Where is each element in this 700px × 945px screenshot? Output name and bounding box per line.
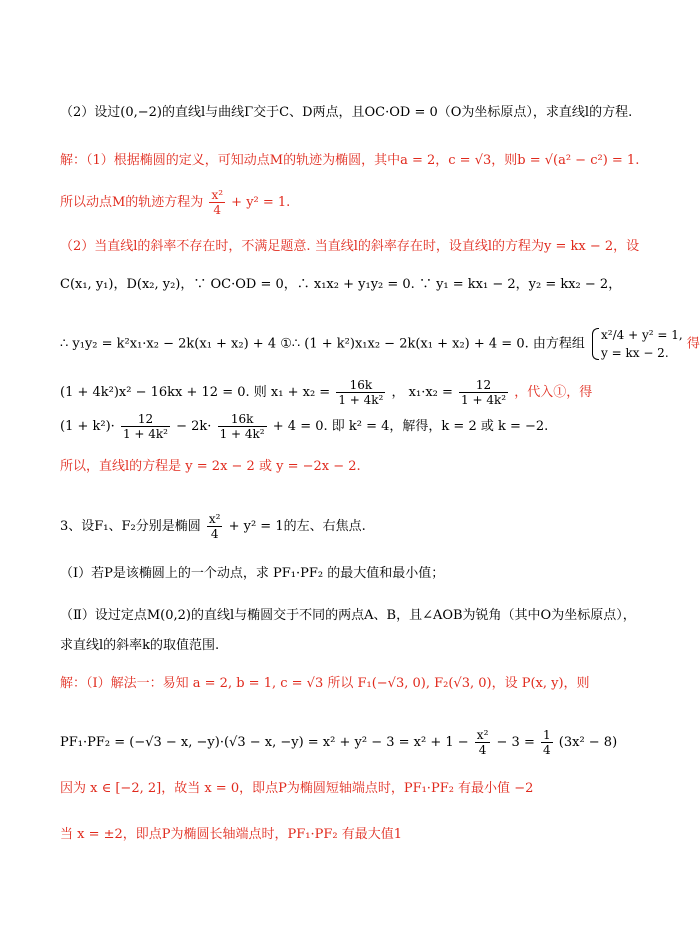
q3-part2-line2: 求直线l的斜率k的取值范围. bbox=[60, 638, 220, 653]
solution-part1-line1: 解：（1）根据椭圆的定义，可知动点M的轨迹为椭圆，其中a = 2，c = √3，则b = √(a² − c²) = 1. bbox=[60, 153, 640, 168]
fraction: $\frac{16k}{\text{1 + 4k²}}$ bbox=[219, 412, 265, 441]
solution-part2-line4: (1 + 4k²)x² − 16kx + 12 = 0. 则 x₁ + x₂ = $\frac{16k}{\text{1 + 4k²}}$ ， x₁·x₂ = $\frac{12}{\text{1 + 4k²}}$ ，代入①，得 bbox=[60, 378, 593, 407]
fraction: $\frac{12}{\text{1 + 4k²}}$ bbox=[122, 412, 168, 441]
q3-part2-line1: （Ⅱ）设过定点M(0,2)的直线l与椭圆交于不同的两点A、B，且∠AOB为锐角（其中O为坐标原点）， bbox=[60, 608, 636, 623]
q3-part1: （Ⅰ）若P是该椭圆上的一个动点，求 PF₁·PF₂ 的最大值和最小值； bbox=[60, 566, 445, 581]
solution-part2-line2: C(x₁, y₁)，D(x₂, y₂)，∵ OC·OD = 0，∴ x₁x₂ + y₁y₂ = 0. ∵ y₁ = kx₁ − 2，y₂ = kx₂ − 2， bbox=[60, 277, 622, 292]
answer-line1: 解：（Ⅰ）解法一：易知 a = 2, b = 1, c = √3 所以 F₁(−√3, 0), F₂(√3, 0)，设 P(x, y)，则 bbox=[60, 676, 590, 691]
q2-statement: （2）设过(0,−2)的直线l与曲线Γ交于C、D两点，且OC·OD = 0（O为坐标原点），求直线l的方程. bbox=[60, 105, 633, 120]
solution-part2-line3: ∴ y₁y₂ = k²x₁·x₂ − 2k(x₁ + x₂) + 4 ①∴ (1 + k²)x₁x₂ − 2k(x₁ + x₂) + 4 = 0. 由方程组 x²/4 + y² = 1, y = kx − 2. 得 bbox=[60, 328, 700, 360]
solution-part2-line6: 所以，直线l的方程是 y = 2x − 2 或 y = −2x − 2. bbox=[60, 459, 361, 474]
fraction: $\frac{12}{\text{1 + 4k²}}$ bbox=[461, 378, 507, 407]
answer-line3: 因为 x ∈ [−2, 2]，故当 x = 0，即点P为椭圆短轴端点时，PF₁·PF₂ 有最小值 −2 bbox=[60, 781, 534, 796]
fraction: $\frac{\text{x²}}{4}$ bbox=[211, 188, 224, 217]
solution-part2-line1: （2）当直线l的斜率不存在时，不满足题意. 当直线l的斜率存在时，设直线l的方程为y = kx − 2，设 bbox=[60, 239, 640, 254]
answer-line4: 当 x = ±2，即点P为椭圆长轴端点时，PF₁·PF₂ 有最大值1 bbox=[60, 827, 403, 842]
answer-line2: PF₁·PF₂ = (−√3 − x, −y)·(√3 − x, −y) = x² + y² − 3 = x² + 1 − $\frac{\text{x²}}{4}$ − 3 = $\frac{1}{4}$ (3x² − 8) bbox=[60, 728, 618, 757]
q3-intro: 3、设F₁、F₂分别是椭圆 $\frac{\text{x²}}{4}$ + y² = 1的左、右焦点. bbox=[60, 512, 366, 541]
fraction: $\frac{1}{4}$ bbox=[542, 728, 551, 757]
fraction: $\frac{\text{x²}}{4}$ bbox=[208, 512, 221, 541]
solution-part1-line2: 所以动点M的轨迹方程为 $\frac{\text{x²}}{4}$ + y² = 1. bbox=[60, 188, 291, 217]
solution-part2-line5: (1 + k²)· $\frac{12}{\text{1 + 4k²}}$ − 2k· $\frac{16k}{\text{1 + 4k²}}$ + 4 = 0. 即 k² = 4，解得，k = 2 或 k = −2. bbox=[60, 412, 549, 441]
fraction: $\frac{\text{x²}}{4}$ bbox=[476, 728, 489, 757]
fraction: $\frac{16k}{\text{1 + 4k²}}$ bbox=[338, 378, 384, 407]
equation-system: x²/4 + y² = 1, y = kx − 2. bbox=[591, 326, 683, 362]
